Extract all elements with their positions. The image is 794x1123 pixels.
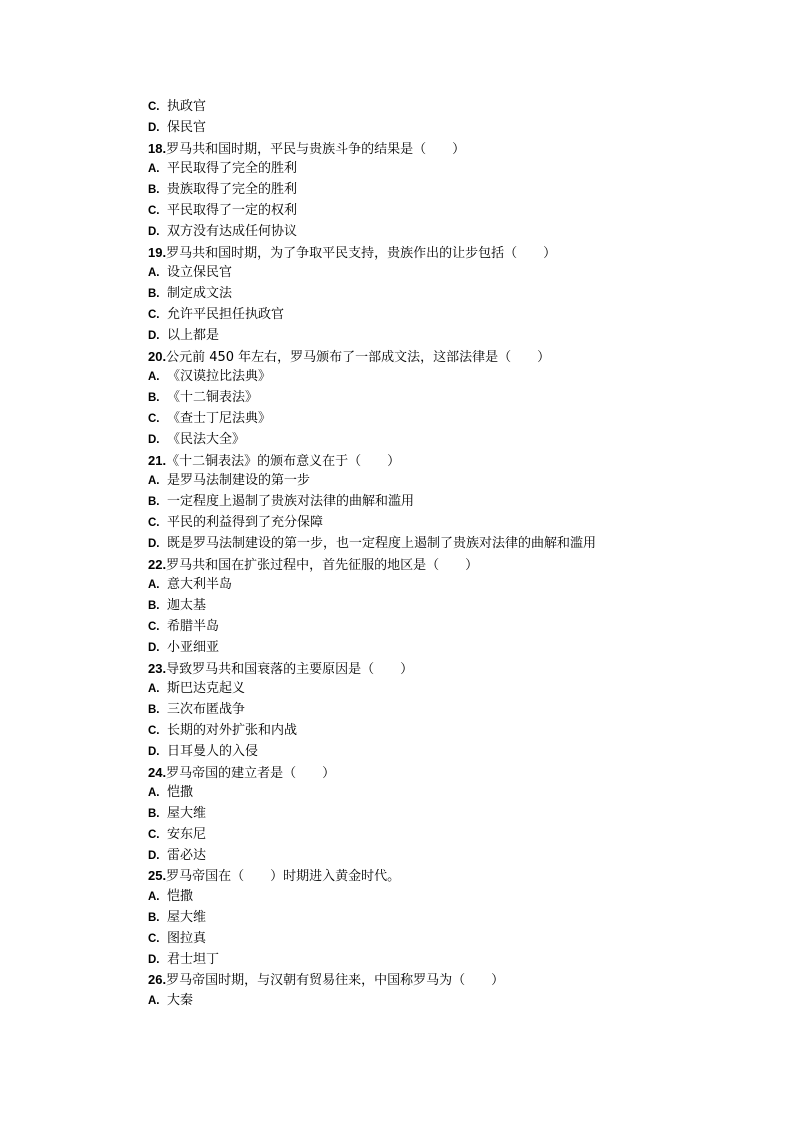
option-line — [148, 721, 748, 742]
option-text: 一定程度上遏制了贵族对法律的曲解和滥用 — [167, 494, 415, 510]
option-line — [148, 326, 748, 347]
option-line — [148, 388, 748, 409]
option-letter: D. — [148, 225, 160, 238]
option-letter: B. — [148, 600, 160, 613]
question-text: 《十二铜表法》的颁布意义在于（ ） — [166, 453, 401, 469]
option-line — [148, 804, 748, 825]
option-text: 大秦 — [167, 993, 194, 1009]
option-line — [148, 284, 748, 305]
option-line — [148, 159, 748, 180]
option-text: 设立保民官 — [167, 265, 233, 281]
option-line — [148, 222, 748, 243]
option-text: 既是罗马法制建设的第一步，也一定程度上遏制了贵族对法律的曲解和滥用 — [167, 535, 597, 551]
option-letter: B. — [148, 912, 160, 925]
question-text: 导致罗马共和国衰落的主要原因是（ ） — [166, 661, 414, 677]
option-line — [148, 596, 748, 617]
option-letter: C. — [148, 516, 160, 529]
option-letter: D. — [148, 745, 160, 758]
question-text: 罗马共和国时期，平民与贵族斗争的结果是（ ） — [166, 141, 466, 157]
question-line — [148, 555, 748, 576]
option-text: 贵族取得了完全的胜利 — [167, 182, 298, 198]
question-line — [148, 139, 748, 160]
option-text: 斯巴达克起义 — [167, 681, 246, 697]
option-text: 长期的对外扩张和内战 — [167, 722, 298, 738]
question-text: 罗马帝国的建立者是（ ） — [166, 765, 336, 781]
option-letter: A. — [148, 371, 160, 384]
question-number: 23. — [148, 660, 167, 676]
option-line — [148, 430, 748, 451]
option-text: 迦太基 — [167, 598, 207, 614]
option-text: 《十二铜表法》 — [167, 390, 259, 406]
option-letter: D. — [148, 433, 160, 446]
option-line — [148, 679, 748, 700]
option-letter: C. — [148, 828, 160, 841]
option-line — [148, 305, 748, 326]
option-text: 制定成文法 — [167, 286, 233, 302]
option-line — [148, 783, 748, 804]
question-line — [148, 763, 748, 784]
option-letter: D. — [148, 537, 160, 550]
question-number: 18. — [148, 140, 167, 156]
option-text: 执政官 — [167, 99, 207, 114]
option-text: 雷必达 — [167, 847, 207, 863]
option-letter: D. — [148, 953, 160, 966]
option-text: 恺撒 — [167, 785, 194, 801]
option-letter: D. — [148, 641, 160, 654]
option-text: 屋大维 — [167, 910, 207, 926]
document-body — [148, 97, 748, 1012]
question-line — [148, 243, 748, 264]
option-text: 平民取得了一定的权利 — [167, 202, 298, 218]
option-line — [148, 201, 748, 222]
option-text: 君士坦丁 — [167, 951, 220, 967]
question-text: 罗马共和国时期，为了争取平民支持，贵族作出的让步包括（ ） — [166, 245, 557, 261]
option-letter: D. — [148, 121, 160, 134]
option-letter: A. — [148, 787, 160, 800]
option-letter: B. — [148, 704, 160, 717]
option-line — [148, 367, 748, 388]
option-line — [148, 492, 748, 513]
option-line — [148, 846, 748, 867]
question-line — [148, 451, 748, 472]
option-letter: D. — [148, 849, 160, 862]
option-line — [148, 700, 748, 721]
option-letter: B. — [148, 496, 160, 509]
option-text: 《查士丁尼法典》 — [167, 410, 272, 426]
option-letter: D. — [148, 329, 160, 342]
option-text: 双方没有达成任何协议 — [167, 223, 298, 239]
question-list — [148, 97, 748, 1012]
option-line — [148, 991, 748, 1012]
option-letter: C. — [148, 620, 160, 633]
option-letter: A. — [148, 891, 160, 904]
option-line — [148, 617, 748, 638]
question-text: 罗马帝国时期，与汉朝有贸易往来，中国称罗马为（ ） — [166, 973, 505, 989]
question-number: 26. — [148, 972, 167, 988]
option-letter: C. — [148, 932, 160, 945]
option-line — [148, 929, 748, 950]
option-line — [148, 534, 748, 555]
option-line — [148, 887, 748, 908]
option-line — [148, 118, 748, 139]
option-line — [148, 409, 748, 430]
option-line — [148, 180, 748, 201]
option-letter: B. — [148, 184, 160, 197]
option-line — [148, 638, 748, 659]
question-number: 24. — [148, 764, 167, 780]
option-letter: C. — [148, 724, 160, 737]
option-text: 三次布匿战争 — [167, 702, 246, 718]
question-line — [148, 866, 748, 887]
question-text: 公元前 450 年左右，罗马颁布了一部成文法，这部法律是（ ） — [166, 349, 551, 365]
option-text: 平民取得了完全的胜利 — [167, 161, 298, 177]
option-letter: C. — [148, 101, 160, 113]
option-line — [148, 950, 748, 971]
option-line — [148, 825, 748, 846]
option-text: 保民官 — [167, 119, 207, 135]
option-text: 小亚细亚 — [167, 639, 220, 655]
option-text: 恺撒 — [167, 889, 194, 905]
option-letter: A. — [148, 579, 160, 592]
option-text: 平民的利益得到了充分保障 — [167, 514, 324, 530]
option-text: 意大利半岛 — [167, 577, 233, 593]
option-line — [148, 263, 748, 284]
option-line — [148, 97, 748, 118]
option-letter: A. — [148, 683, 160, 696]
question-text: 罗马帝国在（ ）时期进入黄金时代。 — [166, 869, 401, 885]
option-letter: B. — [148, 392, 160, 405]
option-line — [148, 742, 748, 763]
option-text: 《汉谟拉比法典》 — [167, 369, 272, 385]
option-text: 《民法大全》 — [167, 431, 246, 447]
option-text: 以上都是 — [167, 327, 220, 343]
question-text: 罗马共和国在扩张过程中，首先征服的地区是（ ） — [166, 557, 479, 573]
question-line — [148, 659, 748, 680]
option-text: 屋大维 — [167, 806, 207, 822]
question-number: 21. — [148, 452, 167, 468]
option-text: 是罗马法制建设的第一步 — [167, 473, 311, 489]
option-line — [148, 575, 748, 596]
option-text: 安东尼 — [167, 826, 207, 842]
option-letter: B. — [148, 288, 160, 301]
option-text: 日耳曼人的入侵 — [167, 743, 259, 759]
question-number: 19. — [148, 244, 167, 260]
option-letter: A. — [148, 995, 160, 1008]
option-letter: A. — [148, 163, 160, 176]
question-number: 25. — [148, 868, 167, 884]
question-line — [148, 347, 748, 368]
option-letter: B. — [148, 808, 160, 821]
option-text: 允许平民担任执政官 — [167, 306, 285, 322]
option-letter: A. — [148, 267, 160, 280]
option-line — [148, 908, 748, 929]
question-number: 20. — [148, 348, 167, 364]
option-letter: A. — [148, 475, 160, 488]
option-letter: C. — [148, 412, 160, 425]
option-text: 希腊半岛 — [167, 618, 220, 634]
option-letter: C. — [148, 204, 160, 217]
option-line — [148, 513, 748, 534]
question-line — [148, 970, 748, 991]
option-letter: C. — [148, 308, 160, 321]
question-number: 22. — [148, 556, 167, 572]
option-text: 图拉真 — [167, 930, 207, 946]
option-line — [148, 471, 748, 492]
